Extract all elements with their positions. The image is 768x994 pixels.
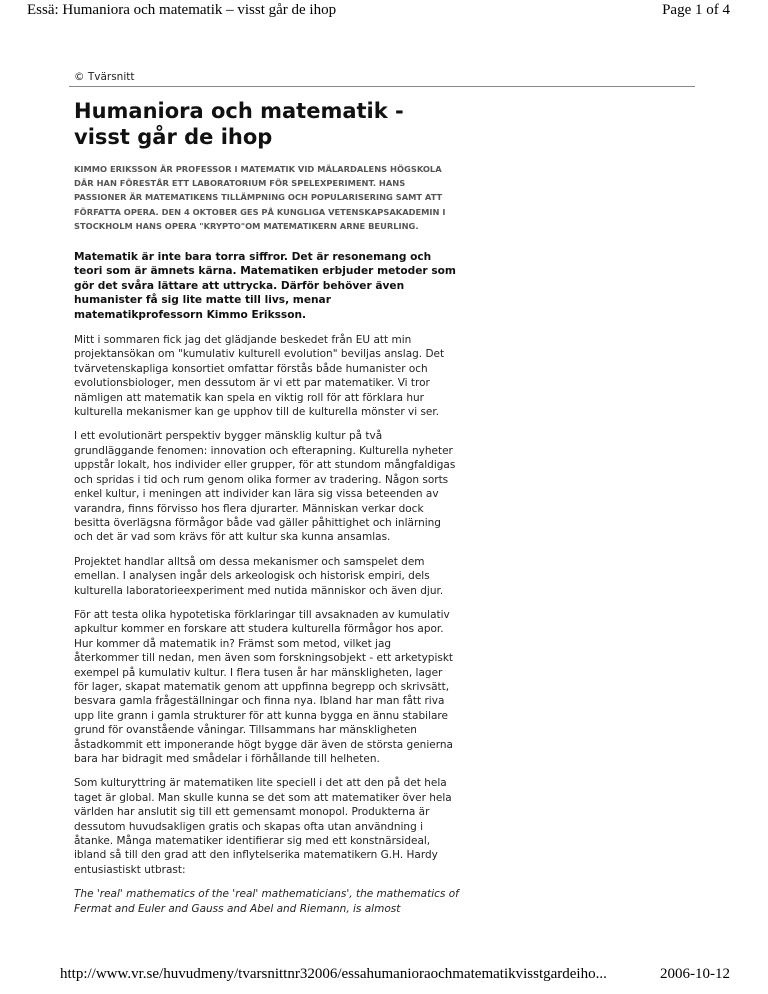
print-header-title: Essä: Humaniora och matematik – visst går de ihop [27,2,337,18]
header-divider [69,86,695,87]
article-paragraph: I ett evolutionärt perspektiv bygger mänsklig kultur på två grundläggande fenomen: innovation och efterapning. Kulturella nyheter uppstår lokalt, hos individer eller grupper, för att stundom mångfaldigas och spridas i tid och rum genom olika former av tradering. Någon sorts enkel kultur, i meningen att individer kan lära sig vissa beteenden av varandra, finns förvisso hos flera djurarter. Människan verkar dock besitta överlägsna förmågor både vad gäller påhittighet och inlärning och det är vad som krävs för att kultur ska kunna ansamlas. [74,430,456,544]
author-byline: KIMMO ERIKSSON ÄR PROFESSOR I MATEMATIK VID MÄLARDALENS HÖGSKOLA DÄR HAN FÖRESTÅR ETT LABORATORIUM FÖR SPELEXPERIMENT. HANS PASSIONER ÄR MATEMATIKENS TILLÄMPNING OCH POPULARISERING SAMT ATT FÖRFATTA OPERA. DEN 4 OKTOBER GES PÅ KUNGLIGA VETENSKAPSAKADEMIN I STOCKHOLM HANS OPERA "KRYPTO"OM MATEMATIKERN ARNE BEURLING. [74,164,446,231]
article-paragraph: Mitt i sommaren fick jag det glädjande beskedet från EU att min projektansökan om "kumulativ kulturell evolution" beviljas anslag. Det tvärvetenskapliga konsortiet omfattar förstås både humanister och evolutionsbiologer, men dessutom är vi ett par matematiker. Vi tror nämligen att matematik kan spela en viktig roll för att förklara hur kulturella mekanismer kan ge upphov till de kulturella mönster vi ser. [74,334,445,419]
article-lead: Matematik är inte bara torra siffror. Det är resonemang och teori som är ämnets kärna. Matematiken erbjuder metoder som gör det svåra lättare att uttrycka. Därför behöver även humanister få sig lite matte till livs, menar matematikprofessorn Kimmo Eriksson. [74,251,456,321]
print-header [0,0,768,22]
print-footer [0,966,768,988]
article-paragraph: Projektet handlar alltså om dessa mekanismer och samspelet dem emellan. I analysen ingår dels arkeologisk och historisk empiri, dels kulturella laboratorieexperiment med nutida människor och även djur. [74,555,444,597]
article-headline: Humaniora och matematik - visst går de ihop [74,99,404,149]
article-paragraph: Som kulturyttring är matematiken lite speciell i det att den på det hela taget är global. Man skulle kunna se det som att matematiker över hela världen har anslutit sig till ett gemensamt monopol. Produkterna är dessutom huvudsakligen gratis och skapas ofta utan användning i åtanke. Många matematiker identifierar sig med ett konstnärsideal, ibland så till den grad att den inflytelserika matematikern G.H. Hardy entusiastiskt utbrast: [74,777,452,876]
article [74,98,459,916]
copyright-notice: © Tvärsnitt [74,71,135,83]
hardy-quote: The 'real' mathematics of the 'real' mathematicians', the mathematics of Fermat and Euler and Gauss and Abel and Riemann, is almost [74,888,459,915]
page-number: Page 1 of 4 [662,2,730,18]
page-url[interactable]: http://www.vr.se/huvudmeny/tvarsnittnr32006/essahumanioraochmatematikvisstgardeiho... [60,966,607,982]
article-paragraph: För att testa olika hypotetiska förklaringar till avsaknaden av kumulativ apkultur kommer en forskare att studera kulturella förmågor hos apor. Hur kommer då matematik in? Främst som metod, vilket jag återkommer till nedan, men även som forskningsobjekt - ett arketypiskt exempel på kumulativ kultur. I flera tusen år har mänskligheten, lager för lager, skapat matematik genom att uppfinna begrepp och skrivsätt, besvara gamla frågeställningar och finna nya. Ibland har man fått riva upp lite grann i gamla strukturer för att kunna bygga en ännu stabilare grund för ovanstående våningar. Tillsammans har mänskligheten åstadkommit ett imponerande högt bygge där även de största genierna bara har bidragit med smådelar i förhållande till helheten. [74,608,454,766]
print-date: 2006-10-12 [660,966,730,982]
